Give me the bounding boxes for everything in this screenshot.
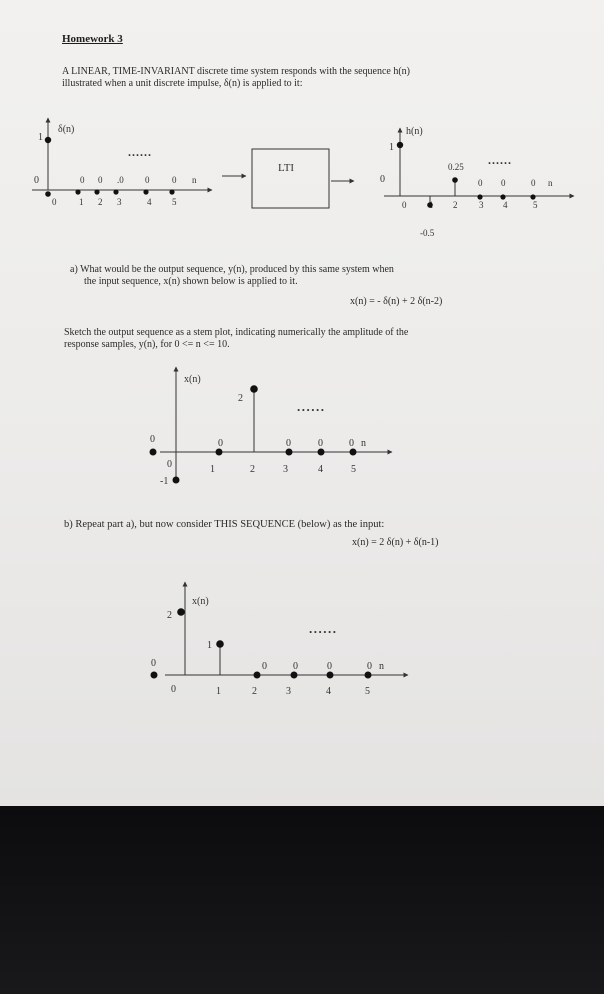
xa-axis-var: n	[361, 438, 366, 449]
h-label: h(n)	[406, 126, 423, 137]
xa-sample-2	[250, 385, 258, 393]
delta-label: δ(n)	[58, 124, 75, 135]
xa-sample-5	[350, 449, 357, 456]
delta-sample-0	[45, 137, 51, 143]
xa-tick-4: 4	[318, 464, 323, 475]
lti-box	[252, 149, 329, 208]
xb-origin-tick: 0	[171, 684, 176, 695]
lti-system-block	[222, 149, 354, 208]
h-value-025: 0.25	[448, 162, 464, 172]
xb-zero-4: 0	[327, 661, 332, 672]
question-a-equation: x(n) = - δ(n) + 2 δ(n-2)	[350, 296, 443, 307]
xa-zero-left: 0	[150, 434, 155, 445]
xb-zero-left: 0	[151, 658, 156, 669]
intro-line-1: A LINEAR, TIME-INVARIANT discrete time system responds with the sequence h(n)	[62, 66, 410, 77]
h-plot	[380, 126, 574, 238]
xa-tick-5: 5	[351, 464, 356, 475]
delta-zero-2: 0	[98, 175, 103, 185]
xa-origin-tick: 0	[167, 459, 172, 470]
delta-zero-left: 0	[34, 175, 39, 186]
sketch-line-1: Sketch the output sequence as a stem plot, indicating numerically the amplitude of the	[64, 327, 409, 338]
delta-sample-4	[143, 189, 148, 194]
xa-sample-3	[286, 449, 293, 456]
xb-label: x(n)	[192, 596, 209, 607]
xb-zero-5: 0	[367, 661, 372, 672]
h-tick-5: 5	[533, 200, 538, 210]
h-continuation-dots: ......	[488, 153, 512, 167]
xa-neg-label: -1	[160, 476, 169, 487]
delta-tick-1: 1	[79, 197, 84, 207]
delta-axis-var: n	[192, 175, 197, 185]
xb-sample-1	[216, 640, 224, 648]
xb-peak-label: 2	[167, 610, 172, 621]
delta-sample-1	[75, 189, 80, 194]
delta-tick-2: 2	[98, 197, 103, 207]
xa-peak-label: 2	[238, 393, 243, 404]
xb-sample-2	[254, 672, 261, 679]
h-sample-2	[452, 177, 458, 183]
xb-axis-var: n	[379, 661, 384, 672]
xb-continuation-dots: ......	[309, 621, 338, 636]
delta-tick-4: 4	[147, 197, 152, 207]
xa-label: x(n)	[184, 374, 201, 385]
delta-zero-4: 0	[145, 175, 150, 185]
xb-sample-4	[327, 672, 334, 679]
h-zero-5: 0	[531, 178, 536, 188]
xa-sample-left	[150, 449, 157, 456]
xa-plot	[150, 367, 393, 487]
h-sample-3	[477, 194, 482, 199]
delta-zero-1: 0	[80, 175, 85, 185]
xb-plot	[151, 582, 409, 697]
delta-sample-5	[169, 189, 174, 194]
h-tick-3: 3	[479, 200, 484, 210]
h-sample-4	[500, 194, 505, 199]
xb-sample-3	[291, 672, 298, 679]
homework-title: Homework 3	[62, 33, 123, 45]
delta-plot	[32, 118, 212, 207]
h-tick-4: 4	[503, 200, 508, 210]
intro-line-2: illustrated when a unit discrete impulse, δ(n) is applied to it:	[62, 78, 303, 89]
delta-sample-2	[94, 189, 99, 194]
xb-zero-2: 0	[262, 661, 267, 672]
h-zero-3: 0	[478, 178, 483, 188]
xa-sample-0	[173, 477, 180, 484]
xa-zero-5: 0	[349, 438, 354, 449]
question-a-line-2: the input sequence, x(n) shown below is applied to it.	[84, 276, 298, 287]
xa-continuation-dots: ......	[297, 399, 326, 414]
xb-one-label: 1	[207, 640, 212, 651]
xa-zero-1: 0	[218, 438, 223, 449]
delta-peak-label: 1	[38, 132, 43, 143]
delta-tick-3: 3	[117, 197, 122, 207]
xa-sample-4	[318, 449, 325, 456]
delta-zero-3: .0	[117, 175, 124, 185]
xa-tick-2: 2	[250, 464, 255, 475]
h-tick-2: 2	[453, 200, 458, 210]
h-sample-0	[397, 142, 403, 148]
delta-sample-3	[113, 189, 118, 194]
delta-continuation-dots: ......	[128, 145, 152, 159]
xa-zero-4: 0	[318, 438, 323, 449]
h-sample-5	[530, 194, 535, 199]
delta-tick-5: 5	[172, 197, 177, 207]
delta-sample-origin-marker	[45, 191, 51, 197]
lti-label: LTI	[278, 162, 295, 174]
xa-tick-1: 1	[210, 464, 215, 475]
xb-tick-2: 2	[252, 686, 257, 697]
xb-sample-0	[177, 608, 185, 616]
dark-surface	[0, 806, 604, 994]
h-peak-label: 1	[389, 142, 394, 153]
xb-sample-left	[151, 672, 158, 679]
xa-zero-3: 0	[286, 438, 291, 449]
xb-tick-4: 4	[326, 686, 331, 697]
h-zero-left: 0	[380, 174, 385, 185]
sketch-line-2: response samples, y(n), for 0 <= n <= 10.	[64, 339, 230, 350]
h-origin-tick: 0	[402, 200, 407, 210]
question-b: b) Repeat part a), but now consider THIS SEQUENCE (below) as the input:	[64, 519, 385, 530]
h-axis-var: n	[548, 178, 553, 188]
xb-tick-3: 3	[286, 686, 291, 697]
h-zero-4: 0	[501, 178, 506, 188]
h-sample-1	[427, 202, 433, 208]
question-a-line-1: a) What would be the output sequence, y(n), produced by this same system when	[70, 264, 394, 275]
xb-zero-3: 0	[293, 661, 298, 672]
delta-zero-5: 0	[172, 175, 177, 185]
xb-tick-1: 1	[216, 686, 221, 697]
xa-sample-1	[216, 449, 223, 456]
xb-sample-5	[365, 672, 372, 679]
delta-origin-tick: 0	[52, 197, 57, 207]
h-value-neg: -0.5	[420, 228, 435, 238]
question-b-equation: x(n) = 2 δ(n) + δ(n-1)	[352, 537, 439, 548]
xa-tick-3: 3	[283, 464, 288, 475]
xb-tick-5: 5	[365, 686, 370, 697]
